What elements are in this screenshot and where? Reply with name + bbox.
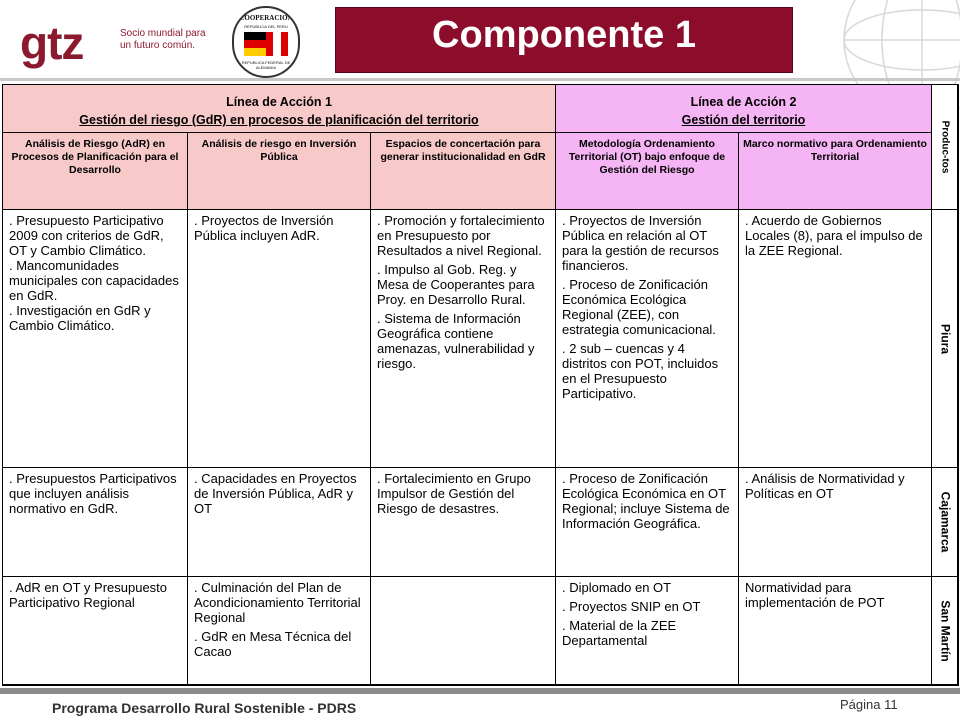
table-cell — [739, 577, 932, 685]
region-label: San Martín — [938, 599, 952, 662]
cell-item: . Capacidades en Proyectos de Inversión Pública, AdR y OT — [194, 471, 357, 516]
gtz-tagline-line-1: Socio mundial para — [120, 28, 206, 39]
column-header: Metodología Ordenamiento Territorial (OT) bajo enfoque de Gestión del Riesgo — [556, 133, 739, 210]
cell-item: . Promoción y fortalecimiento en Presupuesto por Resultados a nivel Regional. — [377, 213, 545, 258]
gtz-logo: gtz — [20, 17, 84, 69]
header-divider — [0, 78, 960, 81]
cell-item: . AdR en OT y Presupuesto Participativo Regional — [9, 580, 168, 610]
seal-line-1: REPUBLICA DEL PERU — [244, 24, 288, 29]
table-cell — [3, 210, 188, 468]
flags-icon — [244, 32, 288, 56]
column-header: Espacios de concertación para generar institucionalidad en GdR — [371, 133, 556, 210]
cell-item: . Fortalecimiento en Grupo Impulsor de Gestión del Riesgo de desastres. — [377, 471, 531, 516]
cell-item: . Proceso de Zonificación Ecológica Económica en OT Regional; incluye Sistema de Información Geográfica. — [562, 471, 730, 531]
line1-title: Línea de Acción 1 — [226, 95, 332, 109]
line1-subtitle: Gestión del riesgo (GdR) en procesos de planificación del territorio — [79, 113, 479, 127]
footer-bar — [0, 688, 960, 694]
slide-header — [0, 0, 960, 82]
line1-header — [3, 85, 556, 133]
column-header: Análisis de Riesgo (AdR) en Procesos de Planificación para el Desarrollo — [3, 133, 188, 210]
cell-item: . Proyectos SNIP en OT — [562, 599, 701, 614]
table-cell — [3, 577, 188, 685]
cell-item: . Presupuesto Participativo 2009 con criterios de GdR, OT y Cambio Climático. — [9, 213, 164, 258]
cell-item: . Investigación en GdR y Cambio Climático. — [9, 303, 151, 333]
slide-title: Componente 1 — [432, 14, 696, 56]
table-cell — [739, 468, 932, 577]
line2-subtitle: Gestión del territorio — [681, 113, 806, 127]
seal-title: COOPERACION — [239, 14, 293, 22]
page-number: Página 11 — [840, 697, 898, 712]
cell-item: . Proyectos de Inversión Pública incluyen AdR. — [194, 213, 334, 243]
table-cell — [371, 468, 556, 577]
cell-item: . Proyectos de Inversión Pública en relación al OT para la gestión de recursos financieros. — [562, 213, 719, 273]
cell-item: . 2 sub – cuencas y 4 distritos con POT, incluidos en el Presupuesto Participativo. — [562, 341, 719, 401]
cell-item: . Culminación del Plan de Acondicionamiento Territorial Regional — [194, 580, 361, 625]
cell-item: . Material de la ZEE Departamental — [562, 618, 677, 648]
table-cell — [556, 468, 739, 577]
table-cell — [188, 468, 371, 577]
cell-item: . Acuerdo de Gobiernos Locales (8), para el impulso de la ZEE Regional. — [745, 213, 923, 258]
cell-item: . Mancomunidades municipales con capacidades en GdR. — [9, 258, 179, 303]
table-cell — [371, 210, 556, 468]
line2-title: Línea de Acción 2 — [690, 95, 797, 109]
cell-item: . Impulso al Gob. Reg. y Mesa de Cooperantes para Proy. en Desarrollo Rural. — [377, 262, 535, 307]
cell-item: Normatividad para implementación de POT — [745, 580, 885, 610]
cell-item: . Diplomado en OT — [562, 580, 672, 595]
table-cell — [556, 577, 739, 685]
column-header: Análisis de riesgo en Inversión Pública — [188, 133, 371, 210]
table-cell — [556, 210, 739, 468]
table-cell — [188, 210, 371, 468]
region-label: Piura — [938, 323, 952, 354]
footer-program: Programa Desarrollo Rural Sostenible - PDRS — [52, 700, 357, 716]
column-header: Marco normativo para Ordenamiento Territorial — [739, 133, 932, 210]
cell-item: . Presupuestos Participativos que incluyen análisis normativo en GdR. — [9, 471, 177, 516]
cell-item: . Sistema de Información Geográfica contiene amenazas, vulnerabilidad y riesgo. — [377, 311, 535, 371]
table-cell — [739, 210, 932, 468]
products-label: Produc-tos — [939, 120, 950, 174]
line2-header — [556, 85, 932, 133]
slide-title-box — [335, 7, 793, 73]
table-cell — [3, 468, 188, 577]
products-header — [932, 85, 958, 210]
seal-line-2: REPUBLICA FEDERAL DE ALEMANIA — [241, 60, 291, 70]
region-cell — [932, 210, 958, 468]
cell-item: . Análisis de Normatividad y Políticas en OT — [745, 471, 905, 501]
region-cell — [932, 577, 958, 685]
products-table — [2, 84, 959, 686]
cell-item: . GdR en Mesa Técnica del Cacao — [194, 629, 352, 659]
region-cell — [932, 468, 958, 577]
cell-item: . Proceso de Zonificación Económica Ecológica Regional (ZEE), con estrategia comunicacional. — [562, 277, 716, 337]
table-cell — [371, 577, 556, 685]
table-cell — [188, 577, 371, 685]
region-label: Cajamarca — [938, 491, 952, 553]
gtz-tagline — [120, 28, 206, 52]
gtz-tagline-line-2: un futuro común. — [120, 40, 196, 51]
cooperation-seal — [232, 6, 300, 78]
